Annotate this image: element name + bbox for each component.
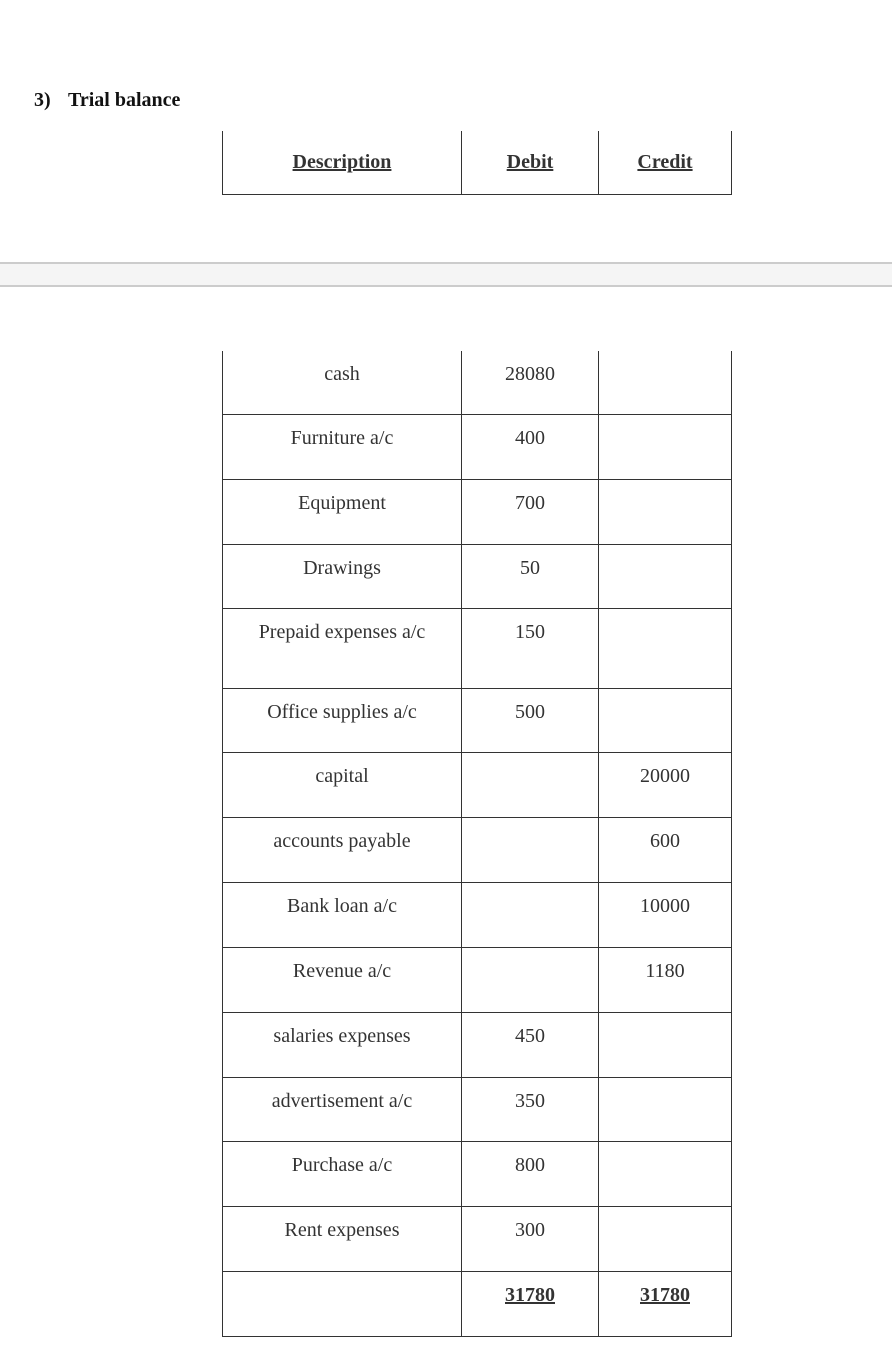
debit-value: 700 [515, 492, 545, 514]
cell-credit [599, 609, 732, 689]
description-value: capital [315, 765, 369, 787]
debit-value: 450 [515, 1025, 545, 1047]
table-row [223, 948, 732, 1013]
debit-value [462, 883, 598, 894]
debit-value: 150 [515, 621, 545, 643]
table-row [223, 818, 732, 883]
column-header-debit: Debit [462, 131, 599, 195]
cell-description [223, 818, 462, 883]
credit-value [599, 351, 731, 362]
description-value: Furniture a/c [290, 427, 394, 449]
credit-value: 1180 [645, 960, 685, 982]
cell-description [223, 1078, 462, 1142]
cell-credit [599, 689, 732, 753]
cell-description [223, 948, 462, 1013]
table-row [223, 753, 732, 818]
description-value: cash [324, 363, 360, 385]
debit-value: 800 [515, 1154, 545, 1176]
trial-balance-rows [223, 351, 732, 1337]
cell-credit [599, 1272, 732, 1337]
trial-balance-header [222, 131, 732, 195]
description-value: Equipment [298, 492, 386, 514]
credit-value [599, 545, 731, 556]
debit-value [462, 948, 598, 959]
table-row [223, 1142, 732, 1207]
table-row [223, 883, 732, 948]
table-row [223, 351, 732, 415]
debit-value: 28080 [505, 363, 555, 385]
header-row [223, 131, 732, 195]
credit-value [599, 689, 731, 700]
credit-value [599, 1207, 731, 1218]
column-header-credit: Credit [599, 131, 732, 195]
cell-debit [462, 1013, 599, 1078]
cell-debit [462, 948, 599, 1013]
cell-description [223, 415, 462, 480]
cell-debit [462, 1207, 599, 1272]
credit-value [599, 1078, 731, 1089]
cell-debit [462, 609, 599, 689]
cell-debit [462, 818, 599, 883]
table-row [223, 1013, 732, 1078]
cell-credit [599, 351, 732, 415]
table-row [223, 609, 732, 689]
credit-value [599, 480, 731, 491]
credit-value [599, 415, 731, 426]
cell-debit [462, 883, 599, 948]
debit-value [462, 818, 598, 829]
cell-debit [462, 545, 599, 609]
credit-value: 10000 [640, 895, 690, 917]
cell-credit [599, 883, 732, 948]
cell-debit [462, 480, 599, 545]
cell-description [223, 1272, 462, 1337]
section-heading [34, 89, 180, 112]
description-value: Revenue a/c [292, 960, 392, 982]
cell-credit [599, 1142, 732, 1207]
description-value: Office supplies a/c [267, 701, 417, 723]
cell-debit [462, 1272, 599, 1337]
cell-credit [599, 948, 732, 1013]
credit-value [599, 609, 731, 620]
cell-description [223, 480, 462, 545]
cell-debit [462, 351, 599, 415]
description-value: salaries expenses [273, 1025, 411, 1047]
table-row [223, 480, 732, 545]
cell-description [223, 1142, 462, 1207]
debit-value: 350 [515, 1090, 545, 1112]
credit-value [599, 1013, 731, 1024]
description-value: Purchase a/c [291, 1154, 393, 1176]
cell-description [223, 609, 462, 689]
section-number: 3) [34, 89, 51, 111]
cell-debit [462, 1078, 599, 1142]
cell-description [223, 753, 462, 818]
cell-debit [462, 689, 599, 753]
cell-description [223, 883, 462, 948]
description-value: Drawings [303, 557, 381, 579]
cell-credit [599, 1013, 732, 1078]
description-value: accounts payable [273, 830, 411, 852]
credit-value: 600 [650, 830, 680, 852]
table-row [223, 415, 732, 480]
cell-description [223, 689, 462, 753]
credit-value: 31780 [640, 1284, 690, 1306]
cell-description [223, 351, 462, 415]
page-break-divider [0, 262, 892, 287]
debit-value [462, 753, 598, 764]
table-row [223, 545, 732, 609]
cell-credit [599, 480, 732, 545]
credit-value: 20000 [640, 765, 690, 787]
column-header-description: Description [223, 131, 462, 195]
debit-value: 300 [515, 1219, 545, 1241]
table-row [223, 1207, 732, 1272]
debit-value: 31780 [505, 1284, 555, 1306]
description-value [223, 1272, 461, 1283]
table-row [223, 1078, 732, 1142]
section-title: Trial balance [68, 89, 181, 111]
cell-debit [462, 1142, 599, 1207]
cell-credit [599, 1207, 732, 1272]
description-value: Prepaid expenses a/c [258, 621, 426, 643]
description-value: Rent expenses [284, 1219, 400, 1241]
cell-credit [599, 818, 732, 883]
cell-debit [462, 415, 599, 480]
credit-value [599, 1142, 731, 1153]
debit-value: 400 [515, 427, 545, 449]
debit-value: 500 [515, 701, 545, 723]
description-value: advertisement a/c [271, 1090, 413, 1112]
debit-value: 50 [520, 557, 540, 579]
cell-credit [599, 753, 732, 818]
cell-description [223, 545, 462, 609]
table-row [223, 689, 732, 753]
cell-credit [599, 415, 732, 480]
cell-credit [599, 1078, 732, 1142]
trial-balance-table [222, 351, 732, 1337]
cell-description [223, 1207, 462, 1272]
description-value: Bank loan a/c [287, 895, 397, 917]
cell-credit [599, 545, 732, 609]
totals-row [223, 1272, 732, 1337]
cell-description [223, 1013, 462, 1078]
cell-debit [462, 753, 599, 818]
